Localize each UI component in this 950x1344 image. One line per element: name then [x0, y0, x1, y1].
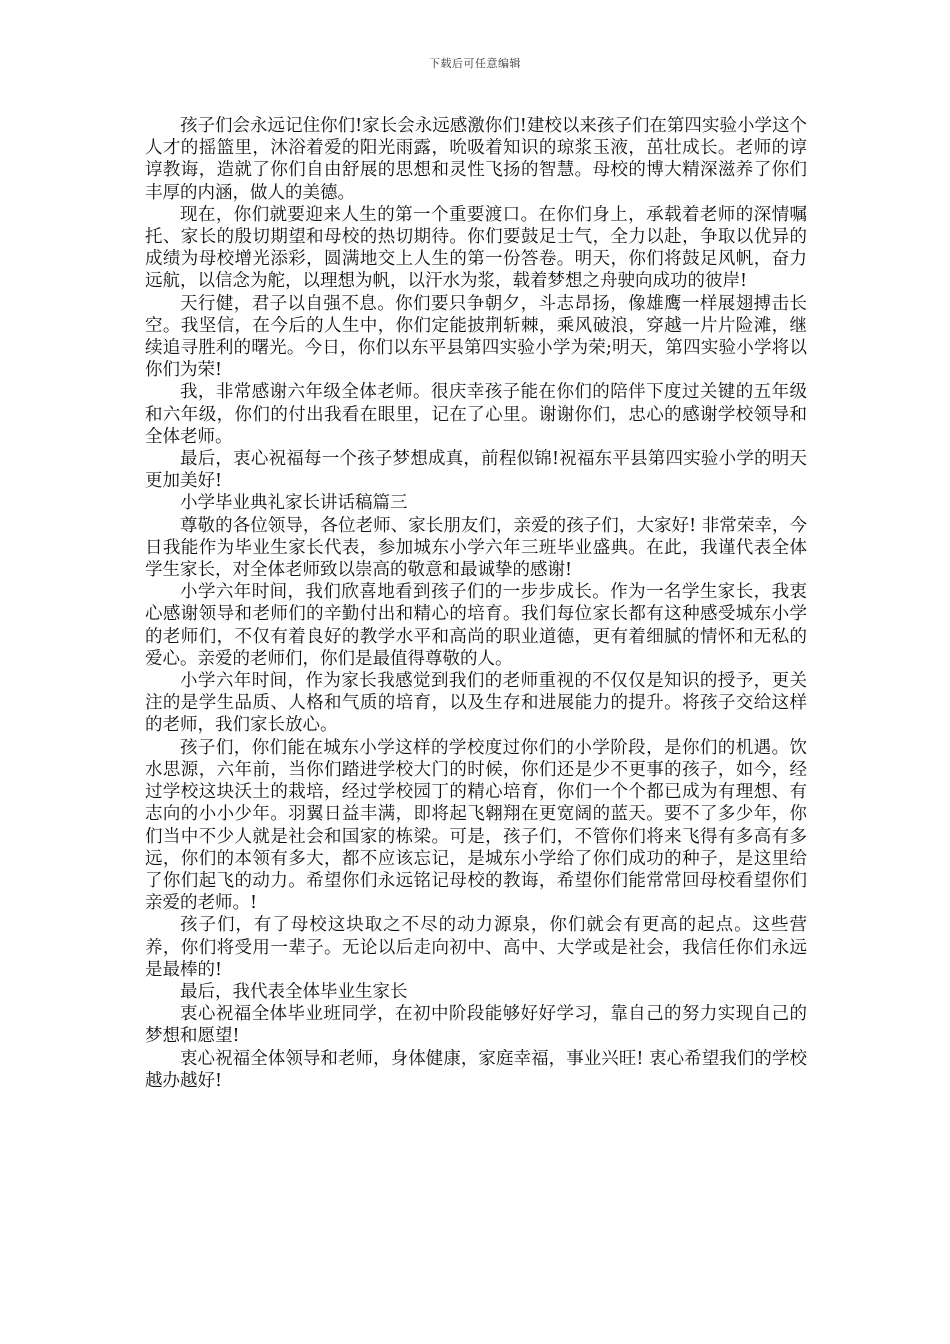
paragraph: 孩子们会永远记住你们!家长会永远感激你们!建校以来孩子们在第四实验小学这个人才的摇篮里，沐浴着爱的阳光雨露，吮吸着知识的琼浆玉液，茁壮成长。老师的谆谆教诲，造就了你们自由舒展的思想和灵性飞扬的智慧。母校的博大精深滋养了你们丰厚的内涵，做人的美德。: [145, 116, 807, 203]
paragraph: 孩子们，有了母校这块取之不尽的动力源泉，你们就会有更高的起点。这些营养，你们将受用一辈子。无论以后走向初中、高中、大学或是社会，我信任你们永远是最棒的!: [145, 915, 807, 980]
paragraph: 最后，我代表全体毕业生家长: [180, 981, 408, 1002]
paragraph: 衷心祝福全体毕业班同学，在初中阶段能够好好学习，靠自己的努力实现自己的梦想和愿望!: [145, 1004, 807, 1047]
paragraph: 最后，衷心祝福每一个孩子梦想成真，前程似锦!祝福东平县第四实验小学的明天更加美好!: [145, 449, 807, 492]
paragraph: 小学六年时间，作为家长我感觉到我们的老师重视的不仅仅是知识的授予，更关注的是学生品质、人格和气质的培育，以及生存和进展能力的提升。将孩子交给这样的老师，我们家长放心。: [145, 671, 807, 736]
document-body: [145, 115, 807, 1092]
page-header: 下载后可任意编辑: [429, 57, 521, 70]
paragraph: 尊敬的各位领导，各位老师、家长朋友们，亲爱的孩子们，大家好! 非常荣幸，今日我能作为毕业生家长代表，参加城东小学六年三班毕业盛典。在此，我谨代表全体学生家长，对全体老师致以崇高的敬意和最诚挚的感谢!: [145, 515, 807, 581]
paragraph: 现在，你们就要迎来人生的第一个重要渡口。在你们身上，承载着老师的深情嘱托、家长的殷切期望和母校的热切期待。你们要鼓足士气，全力以赴，争取以优异的成绩为母校增光添彩，圆满地交上人生的第一份答卷。明天，你们将鼓足风帆，奋力远航，以信念为舵，以理想为帆，以汗水为浆，载着梦想之舟驶向成功的彼岸!: [145, 204, 807, 292]
paragraph: 衷心祝福全体领导和老师，身体健康，家庭幸福，事业兴旺! 衷心希望我们的学校越办越好!: [145, 1048, 807, 1091]
section-heading: 小学毕业典礼家长讲话稿篇三: [180, 493, 408, 514]
paragraph: 天行健，君子以自强不息。你们要只争朝夕，斗志昂扬，像雄鹰一样展翅搏击长空。我坚信，在今后的人生中，你们定能披荆斩棘，乘风破浪，穿越一片片险滩，继续追寻胜利的曙光。今日，你们以东平县第四实验小学为荣;明天，第四实验小学将以你们为荣!: [145, 293, 807, 381]
paragraph: 孩子们，你们能在城东小学这样的学校度过你们的小学阶段，是你们的机遇。饮水思源，六年前，当你们踏进学校大门的时候，你们还是少不更事的孩子，如今，经过学校这块沃土的栽培，经过学校园丁的精心培育，你们一个个都已成为有理想、有志向的小小少年。羽翼日益丰满，即将起飞翱翔在更宽阔的蓝天。要不了多少年，你们当中不少人就是社会和国家的栋梁。可是，孩子们，不管你们将来飞得有多高有多远，你们的本领有多大，都不应该忘记，是城东小学给了你们成功的种子，是这里给了你们起飞的动力。希望你们永远铭记母校的教诲，希望你们能常常回母校看望你们亲爱的老师。!: [145, 737, 807, 914]
paragraph: 我，非常感谢六年级全体老师。很庆幸孩子能在你们的陪伴下度过关键的五年级和六年级，你们的付出我看在眼里，记在了心里。谢谢你们，忠心的感谢学校领导和全体老师。: [145, 382, 807, 447]
paragraph: 小学六年时间，我们欣喜地看到孩子们的一步步成长。作为一名学生家长，我衷心感谢领导和老师们的辛勤付出和精心的培育。我们每位家长都有这种感受城东小学的老师们，不仅有着良好的教学水平和高尚的职业道德，更有着细腻的情怀和无私的爱心。亲爱的老师们，你们是最值得尊敬的人。: [145, 582, 807, 669]
